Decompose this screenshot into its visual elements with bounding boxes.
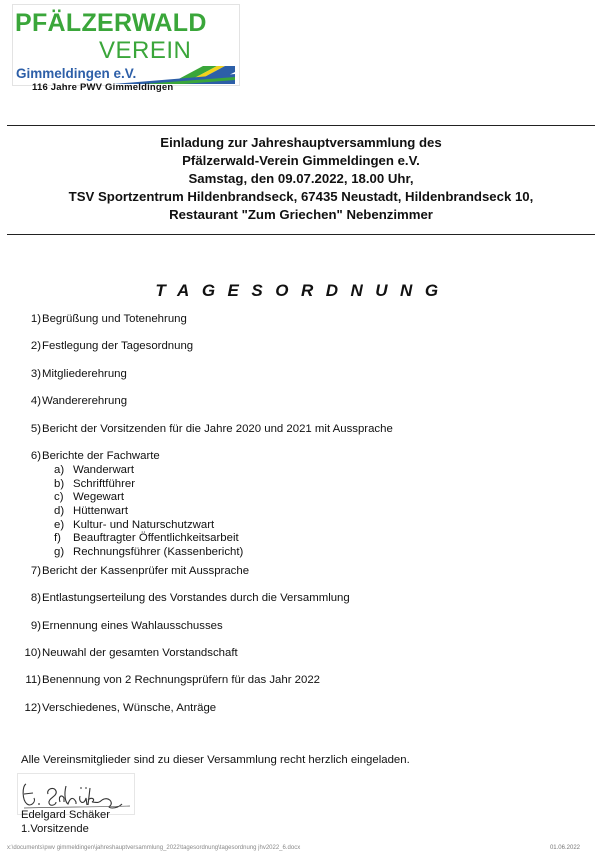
logo-text-line3: Gimmeldingen e.V. xyxy=(16,66,137,81)
agenda-item-text: Festlegung der Tagesordnung xyxy=(42,340,194,353)
subitem-letter: c) xyxy=(54,491,64,504)
agenda-item-number: 1) xyxy=(30,313,41,325)
subitem-text: Schriftführer xyxy=(73,477,136,490)
subitem-text: Wegewart xyxy=(73,491,125,504)
header-bottom-rule xyxy=(7,234,595,235)
signatory-name: Edelgard Schäker xyxy=(21,809,110,821)
header-line: Pfälzerwald-Verein Gimmeldingen e.V. xyxy=(182,153,420,168)
agenda-title: TAGESORDNUNG xyxy=(155,281,451,300)
agenda-item-number: 6) xyxy=(30,449,41,462)
header-top-rule xyxy=(7,125,595,126)
invitation-header xyxy=(7,134,595,224)
subitem-letter: e) xyxy=(54,518,65,531)
agenda-item-text: Verschiedenes, Wünsche, Anträge xyxy=(42,701,217,714)
agenda-item-number: 4) xyxy=(30,395,41,408)
agenda-item-number: 3) xyxy=(30,367,41,380)
subitem-text: Wanderwart xyxy=(73,463,134,476)
agenda-item-text: Neuwahl der gesamten Vorstandschaft xyxy=(42,646,238,659)
header-line: Samstag, den 09.07.2022, 18.00 Uhr, xyxy=(188,171,414,186)
subitem-letter: b) xyxy=(54,477,65,490)
agenda-item-text: Berichte der Fachwarte xyxy=(42,449,160,462)
closing-text: Alle Vereinsmitglieder sind zu dieser Versammlung recht herzlich eingeladen. xyxy=(21,754,410,766)
subitem-text: Beauftragter Öffentlichkeitsarbeit xyxy=(73,532,239,545)
agenda-item-text: Entlastungserteilung des Vorstandes durch die Versammlung xyxy=(42,592,350,605)
footer-date: 01.06.2022 xyxy=(549,845,580,851)
header-line: TSV Sportzentrum Hildenbrandseck, 67435 Neustadt, Hildenbrandseck 10, xyxy=(68,189,534,204)
subitem-letter: a) xyxy=(54,463,65,476)
agenda-item-number: 12) xyxy=(24,701,41,714)
agenda-item-number: 11) xyxy=(25,674,41,687)
header-line: Einladung zur Jahreshauptversammlung des xyxy=(160,135,442,150)
handwritten-signature xyxy=(18,774,134,814)
agenda-item-number: 7) xyxy=(30,564,41,577)
subitem-text: Kultur- und Naturschutzwart xyxy=(73,518,215,531)
logo-text-line2: VEREIN xyxy=(99,37,192,64)
header-line: Restaurant "Zum Griechen" Nebenzimmer xyxy=(169,207,433,222)
agenda-item-text: Bericht der Vorsitzenden für die Jahre 2020 und 2021 mit Aussprache xyxy=(42,422,393,435)
subitem-letter: g) xyxy=(54,546,65,559)
agenda-item-text: Benennung von 2 Rechnungsprüfern für das Jahr 2022 xyxy=(42,674,321,687)
subitem-letter: d) xyxy=(54,505,65,518)
agenda-item-text: Begrüßung und Totenehrung xyxy=(42,313,187,325)
subitem-text: Rechnungsführer (Kassenbericht) xyxy=(73,546,244,559)
agenda-item-text: Bericht der Kassenprüfer mit Aussprache xyxy=(42,564,250,577)
logo-subtitle: 116 Jahre PWV Gimmeldingen xyxy=(32,82,174,93)
agenda-item-text: Wandererehrung xyxy=(42,395,128,408)
agenda-item-number: 8) xyxy=(30,592,41,605)
logo-text-line1: PFÄLZERWALD xyxy=(15,9,207,37)
logo-stripes-graphic xyxy=(113,62,235,84)
subitem-letter: f) xyxy=(54,532,61,545)
agenda-item-number: 5) xyxy=(30,422,41,435)
subitem-text: Hüttenwart xyxy=(73,505,129,518)
footer-file-path: x:\documents\pwv gimmeldingen\jahreshauptversammlung_2022\tagesordnung\tagesordnung jhv2022_6.docx xyxy=(7,845,301,851)
agenda-item-number: 2) xyxy=(30,340,41,353)
signatory-role: 1.Vorsitzende xyxy=(21,823,89,835)
agenda-item-text: Ernennung eines Wahlausschusses xyxy=(42,619,223,632)
agenda-item-text: Mitgliederehrung xyxy=(42,367,127,380)
club-logo xyxy=(12,4,240,86)
agenda-item-number: 9) xyxy=(30,619,41,632)
agenda-item-number: 10) xyxy=(24,646,41,659)
